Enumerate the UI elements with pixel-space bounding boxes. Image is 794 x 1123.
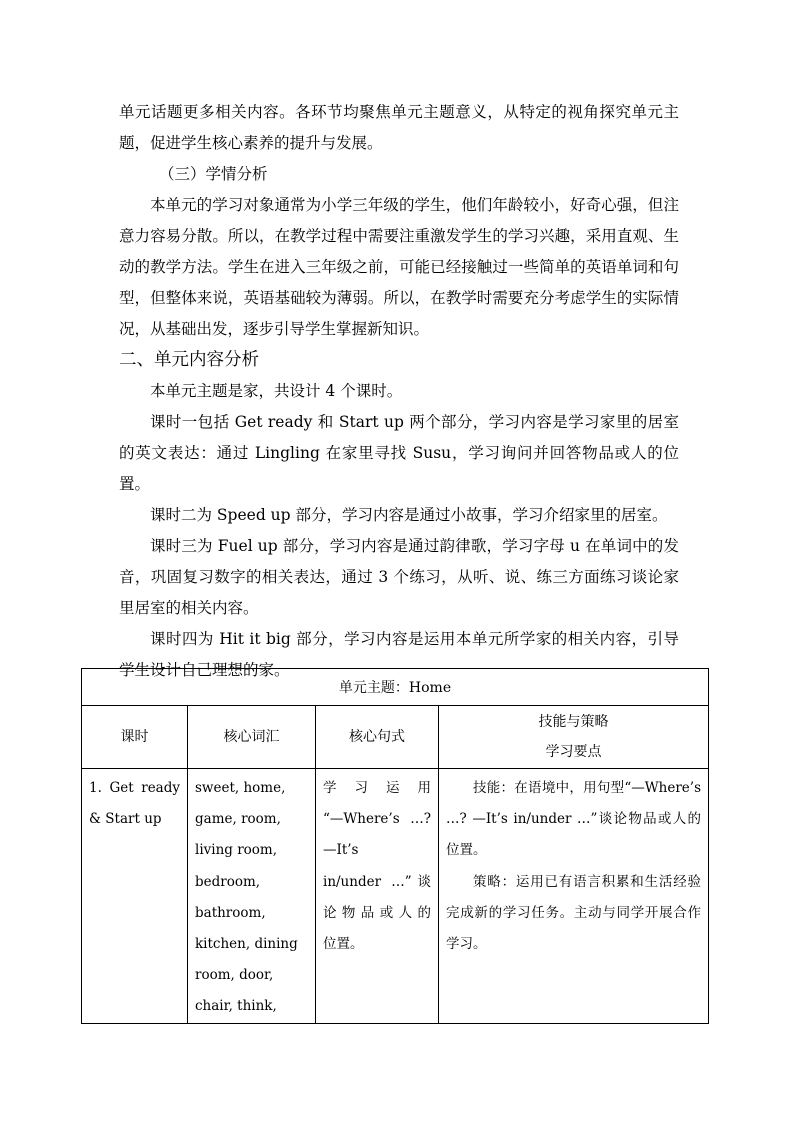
- cell-vocab: [188, 769, 316, 1024]
- lesson-line: 1. Get ready: [89, 780, 180, 796]
- sentence-line: 位置。: [323, 936, 364, 953]
- vocab-line: sweet, home,: [195, 780, 286, 796]
- header-lesson: 课时: [82, 706, 188, 769]
- heading-unit-content-analysis: 二、单元内容分析: [119, 350, 259, 370]
- cell-skills: [439, 769, 709, 1024]
- vocab-line: chair, think,: [195, 998, 277, 1015]
- unit-table: [81, 668, 709, 1024]
- vocab-line: living room,: [195, 842, 278, 859]
- sentence-line: in/under …”谈: [323, 873, 431, 890]
- sentence-line: 学 习 运 用: [323, 780, 431, 796]
- paragraph-learner-analysis: 本单元的学习对象通常为小学三年级的学生，他们年龄较小，好奇心强，但注意力容易分散。所以，在教学过程中需要注重激发学生的学习兴趣，采用直观、生动的教学方法。学生在进入三年级之前，可能已经接触过一些简单的英语单词和句型，但整体来说，英语基础较为薄弱。所以，在教学时需要充分考虑学生的实际情况，从基础出发，逐步引导学生掌握新知识。: [119, 196, 679, 338]
- vocab-line: room, door,: [195, 967, 274, 984]
- header-vocab: 核心词汇: [188, 706, 316, 769]
- heading-learner-analysis: （三）学情分析: [159, 165, 268, 183]
- strategy-text: 策略：运用已有语言积累和生活经验完成新的学习任务。主动与同学开展合作学习。: [446, 873, 702, 953]
- vocab-line: game, room,: [195, 811, 281, 828]
- paragraph-lesson-four: 课时四为 Hit it big 部分，学习内容是运用本单元所学家的相关内容，引导学生设计自己理想的家。: [119, 630, 679, 679]
- header-skills-line1: 技能与策略: [538, 714, 609, 730]
- paragraph-unit-theme: 本单元主题是家，共设计 4 个课时。: [150, 382, 403, 400]
- sentence-line: —It’s: [323, 842, 359, 859]
- sentence-line: “—Where’s …?: [323, 811, 431, 828]
- body-text: [119, 97, 679, 686]
- header-skills-line2: 学习要点: [545, 744, 602, 760]
- cell-sentence: [316, 769, 439, 1024]
- sentence-line: 论物品或人的: [323, 904, 431, 921]
- paragraph-lesson-one: 课时一包括 Get ready 和 Start up 两个部分，学习内容是学习家里的居室的英文表达：通过 Lingling 在家里寻找 Susu，学习询问并回答物品或人的位置。: [119, 413, 679, 493]
- header-skills: [439, 706, 709, 769]
- paragraph-lesson-two: 课时二为 Speed up 部分，学习内容是通过小故事，学习介绍家里的居室。: [150, 506, 668, 524]
- table-title: 单元主题：Home: [82, 669, 709, 706]
- cell-lesson: [82, 769, 188, 1024]
- paragraph-line: 题，促进学生核心素养的提升与发展。: [119, 134, 383, 152]
- paragraph-line: 单元话题更多相关内容。各环节均聚焦单元主题意义，从特定的视角探究单元主: [119, 103, 679, 121]
- header-sentence: 核心句式: [316, 706, 439, 769]
- skill-text: 技能：在语境中，用句型“—Where’s …? —It’s in/under …”谈论物品或人的位置。: [446, 780, 702, 859]
- paragraph-lesson-three: 课时三为 Fuel up 部分，学习内容是通过韵律歌，学习字母 u 在单词中的发音，巩固复习数字的相关表达，通过 3 个练习，从听、说、练三方面练习谈论家里居室的相关内容。: [119, 537, 679, 617]
- table-row: [82, 769, 709, 1024]
- vocab-line: kitchen, dining: [195, 936, 298, 953]
- vocab-line: bathroom,: [195, 904, 266, 921]
- lesson-line: & Start up: [89, 811, 162, 828]
- vocab-line: bedroom,: [195, 873, 261, 890]
